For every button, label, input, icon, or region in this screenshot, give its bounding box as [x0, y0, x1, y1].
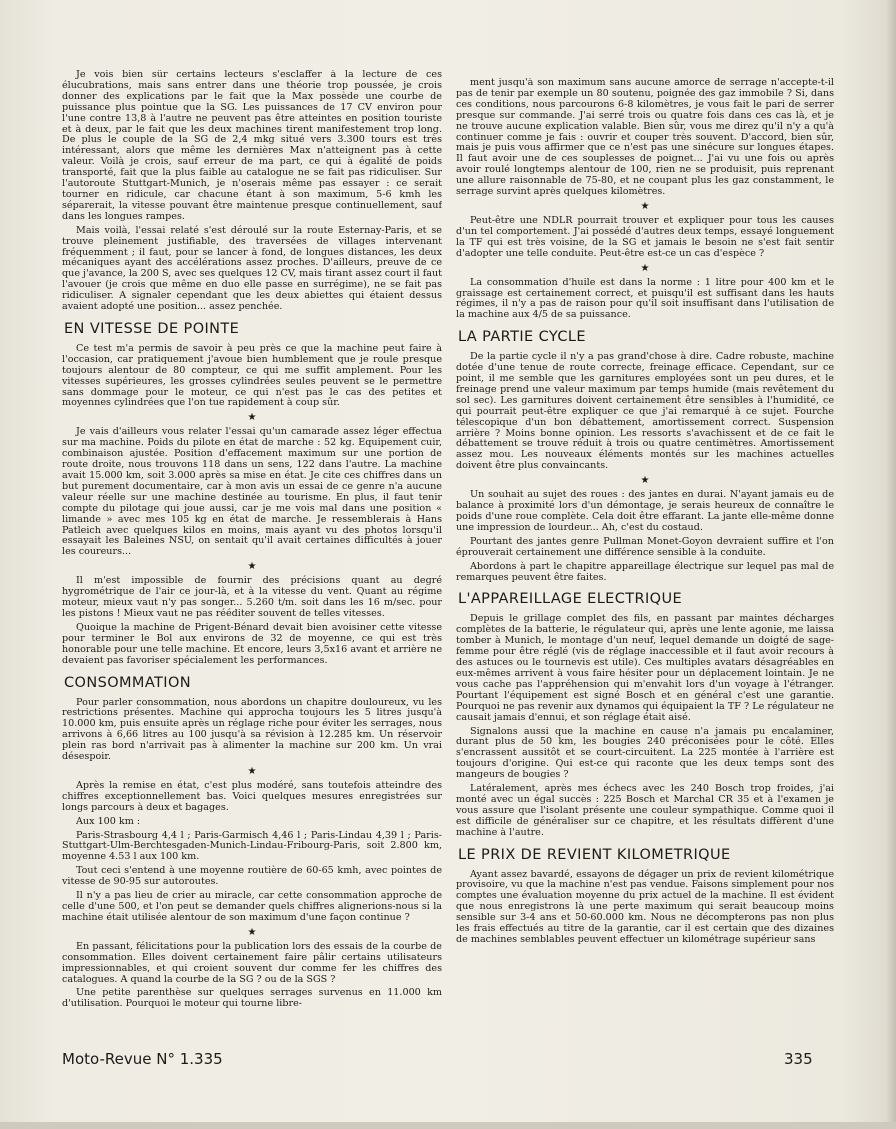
paragraph: Aux 100 km :: [76, 815, 141, 827]
paragraph: Pour parler consommation, nous abordons un chapitre douloureux, vu les restrictions présentes. Machine qui approcha toujours les 5 litres jusqu'à 10.000 km, puis ensuite après un réglage riche pour éviter les serrages, nous arrivons à 6,66 litres au 100 jusqu'à sa révision à 12.285 km. Un réservoir plein ras bord n'arrivait pas à alimenter la machine sur 200 km. Un vrai désespoir.: [62, 696, 442, 763]
cycle-section-b: [456, 490, 834, 583]
page-bottom-edge: [0, 1122, 896, 1129]
star-separator: ★: [247, 765, 257, 777]
paragraph: En passant, félicitations pour la publication lors des essais de la courbe de consommation. Elles doivent certainement faire pâlir certains utilisateurs impressionnables, et qui croient souvent dur comme fer les chiffres des catalogues. A quand la courbe de la SG ? ou de la SGS ?: [62, 940, 442, 985]
conso-section: [62, 698, 442, 763]
star-separator: ★: [640, 200, 650, 212]
vitesse-section-b: [62, 427, 442, 558]
paragraph: Latéralement, après mes échecs avec les 240 Bosch trop froides, j'ai monté avec un égal succès : 225 Bosch et Marchal CR 35 et à l'examen je vous assure que l'isolant présente une couleur sympathique. Comme quoi il est difficile de généraliser sur ce chapitre, et les résultats diffèrent d'une machine à l'autre.: [456, 783, 834, 838]
paragraph: Peut-être une NDLR pourrait trouver et expliquer pour tous les causes d'un tel comportement. J'ai possédé d'autres deux temps, essayé longuement la TF qui est très voisine, de la SG et jamais le besoin ne s'est fait sentir d'adopter une telle conduite. Peut-être est-ce un cas d'espèce ?: [456, 214, 834, 259]
paragraph: ment jusqu'à son maximum sans aucune amorce de serrage n'accepte-t-il pas de tenir par exemple un 80 soutenu, poignée des gaz immobile ? Si, dans ces conditions, nous parcourons 6-8 kilomètres, je vous fait le pari de serrer presque sur commande. J'ai serré trois ou quatre fois dans ces cas là, et je ne trouve aucune explication valable. Bien sûr, vous me direz qu'il n'y a qu'à continuer comme je fais : ouvrir et couper très souvent. D'accord, bien sûr, mais je puis vous affirmer que ce n'est pas une sinécure sur longues étapes. Il faut avoir une de ces souplesses de poignet... J'ai vu une fois ou après avoir roulé longtemps alentour de 100, rien ne se produisit, puis reprenant une allure raisonnable de 75-80, et ne coupant plus les gaz constamment, le serrage survint après quelques kilomètres.: [456, 78, 834, 198]
paragraph: Une petite parenthèse sur quelques serrages survenus en 11.000 km d'utilisation. Pourquoi le moteur qui tourne libre-: [62, 987, 442, 1010]
paragraph: Tout ceci s'entend à une moyenne routière de 60-65 kmh, avec pointes de vitesse de 90-95 sur autoroutes.: [62, 865, 442, 888]
intro-section: [62, 70, 442, 313]
heading-vitesse: EN VITESSE DE POINTE: [64, 320, 240, 337]
star-separator: ★: [247, 926, 257, 938]
vitesse-section: [62, 344, 442, 409]
footer-magazine-title: Moto-Revue N° 1.335: [62, 1050, 223, 1068]
footer-page-number: 335: [784, 1050, 813, 1068]
paragraph: Ayant assez bavardé, essayons de dégager un prix de revient kilométrique provisoire, vu que la machine n'est pas vendue. Faisons simplement pour nos comptes une évaluation moyenne du prix actuel de la machine. Il est évident que nous enregistrons là une perte maximum qui serait beaucoup moins sensible sur 3-4 ans et 50-60.000 km. Nous ne décompterons pas non plus les frais effectués au titre de la garantie, car il est certain que des dizaines de machines semblables peuvent effectuer un kilométrage supérieur sans: [456, 868, 834, 945]
paragraph: Il m'est impossible de fournir des précisions quant au degré hygrométrique de l'air ce jour-là, et à la vitesse du vent. Quant au régime moteur, mieux vaut n'y pas songer... 5.260 t/m. soit dans les 16 m/sec. pour les pistons ! Mieux vaut ne pas rééditer souvent de telles vitesses.: [62, 575, 442, 619]
huile-section: [456, 278, 834, 322]
vitesse-section-c: [62, 576, 442, 666]
serrage-section: [456, 78, 834, 198]
paragraph: Je vais d'ailleurs vous relater l'essai qu'un camarade assez léger effectua sur ma machine. Poids du pilote en état de marche : 52 kg. Equipement cuir, combinaison ajustée. Position d'effacement maximum sur une portion de route droite, nous trouvons 118 dans un sens, 122 dans l'autre. La machine avait 15.000 km, soit 3.000 après sa mise en état. Je cite ces chiffres dans un but purement documentaire, car à mon avis un essai de ce genre n'a aucune valeur réelle sur une machine destinée au tourisme. En plus, il faut tenir compte du pilotage qui joue aussi, car je me vois mal dans une position « limande » avec mes 105 kg en état de marche. Je ressemblerais à Hans Patleich avec quelques kilos en moins, mais ayant vu des photos lorsqu'il essayait les Baleines NSU, on sentait qu'il avait certaines difficultés à jouer les coureurs...: [62, 426, 442, 558]
paragraph: Paris-Strasbourg 4,4 l ; Paris-Garmisch 4,46 l ; Paris-Lindau 4,39 l ; Paris-Stuttgart-Ulm-Berchtesgaden-Munich-Lindau-Fribourg-Paris, soit 2.800 km, moyenne 4.53 l aux 100 km.: [62, 829, 442, 863]
star-separator: ★: [247, 561, 257, 573]
paragraph: Un souhait au sujet des roues : des jantes en durai. N'ayant jamais eu de balance à proximité lors d'un démontage, je serais heureux de connaître le poids d'une roue complète. Cela doit être effarant. La jante elle-même donne une impression de lourdeur... Ah, c'est du costaud.: [456, 489, 834, 533]
paragraph: La consommation d'huile est dans la norme : 1 litre pour 400 km et le graissage est certainement correct, et puisqu'il est suffisant dans les hauts régimes, il n'y a pas de raison pour qu'il soit insuffisant dans l'utilisation de la machine aux 4/5 de sa puissance.: [456, 276, 834, 321]
heading-consommation: CONSOMMATION: [64, 674, 192, 691]
paragraph: Quoique la machine de Prigent-Bénard devait bien avoisiner cette vitesse pour terminer le Bol aux environs de 32 de moyenne, ce qui est très honorable pour une telle machine. Et encore, leurs 3,5x16 avant et arrière ne devaient pas favoriser spécialement les performances.: [62, 621, 442, 666]
conso-section-c: [62, 942, 442, 1010]
paragraph: Depuis le grillage complet des fils, en passant par maintes décharges complètes de la batterie, le régulateur qui, après une lente agonie, me laissa tomber à Munich, le montage d'un neuf, lequel demande un doigté de sage-femme pour être réglé (vis de réglage inaccessible et il faut avoir recours à des astuces ou le tournevis est utile). Ces multiples avatars désagréables en eux-mêmes arrivent à vous faire hésiter pour un déplacement lointain. Je ne vous cache pas l'appréhension qui m'envahit lors d'un voyage à l'étranger. Pourtant l'équipement est signé Bosch et en général c'est une garantie. Pourquoi ne pas revenir aux dynamos qui équipaient la TF ? Le régulateur ne causait jamais d'ennui, et son réglage était aisé.: [456, 613, 834, 723]
ndlr-section: [456, 216, 834, 260]
paragraph: Signalons aussi que la machine en cause n'a jamais pu encalaminer, durant plus de 50 km, les bougies 240 préconisées pour le côté. Elles s'encrassent aussitôt et se court-circuitent. La 225 montée à l'arrière est toujours d'origine. Qui est-ce qui raconte que les deux temps sont des mangeurs de bougies ?: [456, 725, 834, 781]
paragraph: Pourtant des jantes genre Pullman Monet-Goyon devraient suffire et l'on éprouverait certainement une différence sensible à la conduite.: [456, 535, 834, 558]
heading-partie-cycle: LA PARTIE CYCLE: [458, 329, 586, 346]
paragraph: De la partie cycle il n'y a pas grand'chose à dire. Cadre robuste, machine dotée d'une tenue de route correcte, freinage efficace. Cependant, sur ce point, il me semble que les garnitures employées sont un peu dures, et le freinage prend une valeur maximum par temps humide (mais revêtement du sol sec). Les garnitures doivent certainement être sensibles à l'humidité, ce qui pourrait peut-être expliquer ce que j'ai remarqué à ce sujet. Fourche télescopique d'un bon débattement, amortissement correct. Suspension arrière ? Moins bonne opinion. Les ressorts s'avachissent et de ce fait le débattement se trouve réduit à trois ou quatre centimètres. Amortissement assez mou. Les nouveaux éléments montés sur les machines actuelles doivent être plus convaincants.: [456, 351, 834, 472]
paragraph: Je vois bien sûr certains lecteurs s'esclaffer à la lecture de ces élucubrations, mais sans entrer dans une théorie trop poussée, je crois donner des explications par le fait que la Max possède une courbe de puissance plus pointue que la SG. Les puissances de 17 CV environ pour l'une contre 13,8 à l'autre ne peuvent pas être atteintes en position touriste et à deux, par le fait que les deux machines tirent manifestement trop long. De plus le couple de la SG de 2,4 mkg situé vers 3.300 tours est très intéressant, alors que même les dernières Max n'atteignent pas à cette valeur. Voilà je crois, sauf erreur de ma part, ce qui à égalité de poids transporté, fait que la plus faible au catalogue ne se fait pas ridiculiser. Sur l'autoroute Stuttgart-Munich, je n'oserais même pas essayer : ce serait tourner en ridicule, car chacune étant à son maximum, 5-6 kmh les séparerait, la vitesse pouvant être maintenue presque continuellement, sauf dans les longues rampes.: [62, 70, 442, 222]
star-separator: ★: [640, 475, 650, 487]
prix-section: [456, 870, 834, 946]
conso-section-b: [62, 781, 442, 924]
right-column: [456, 78, 834, 1038]
heading-appareillage-electrique: L'APPAREILLAGE ELECTRIQUE: [458, 591, 683, 608]
paragraph: Ce test m'a permis de savoir à peu près ce que la machine peut faire à l'occasion, car pratiquement j'avoue bien humblement que je roule presque toujours alentour de 80 compteur, ce qui me suffit amplement. Pour les vitesses supérieures, les grosses cylindrées seules peuvent se le permettre sans dommage pour le moteur, ce qui n'est pas le cas des petites et moyennes cylindrées que l'on tue rapidement à coup sûr.: [62, 342, 442, 409]
cycle-section: [456, 352, 834, 472]
elec-section: [456, 614, 834, 838]
star-separator: ★: [640, 262, 650, 274]
paragraph: Abordons à part le chapitre appareillage électrique sur lequel pas mal de remarques peuvent être faites.: [456, 560, 834, 583]
paragraph: Mais voilà, l'essai relaté s'est déroulé sur la route Esternay-Paris, et se trouve pleinement justifiable, des traversées de villages intervenant fréquemment ; il faut, pour se lancer à fond, de longues distances, les deux mécaniques ayant des accélérations assez proches. D'ailleurs, preuve de ce que j'avance, la 200 S, avec ses quelques 12 CV, mais tirant assez court il faut l'avouer (je crois que même en duo elle passe en surrégime), ne se fait pas ridiculiser. A signaler cependant que les deux abiettes qui étaient dessus avaient adopté une position... assez penchée.: [62, 224, 442, 313]
paragraph: Après la remise en état, c'est plus modéré, sans toutefois atteindre des chiffres exceptionnellement bas. Voici quelques mesures enregistrées sur longs parcours à deux et bagages.: [62, 779, 442, 813]
paragraph: Il n'y a pas lieu de crier au miracle, car cette consommation approche de celle d'une 500, et l'on peut se demander quels chiffres alignerions-nous si la machine était utilisée alentour de son maximum d'une façon continue ?: [62, 890, 442, 923]
page-edge-shadow: [886, 0, 896, 1129]
left-column: [62, 70, 442, 1015]
heading-prix-de-revient: LE PRIX DE REVIENT KILOMETRIQUE: [458, 846, 731, 863]
star-separator: ★: [247, 412, 257, 424]
